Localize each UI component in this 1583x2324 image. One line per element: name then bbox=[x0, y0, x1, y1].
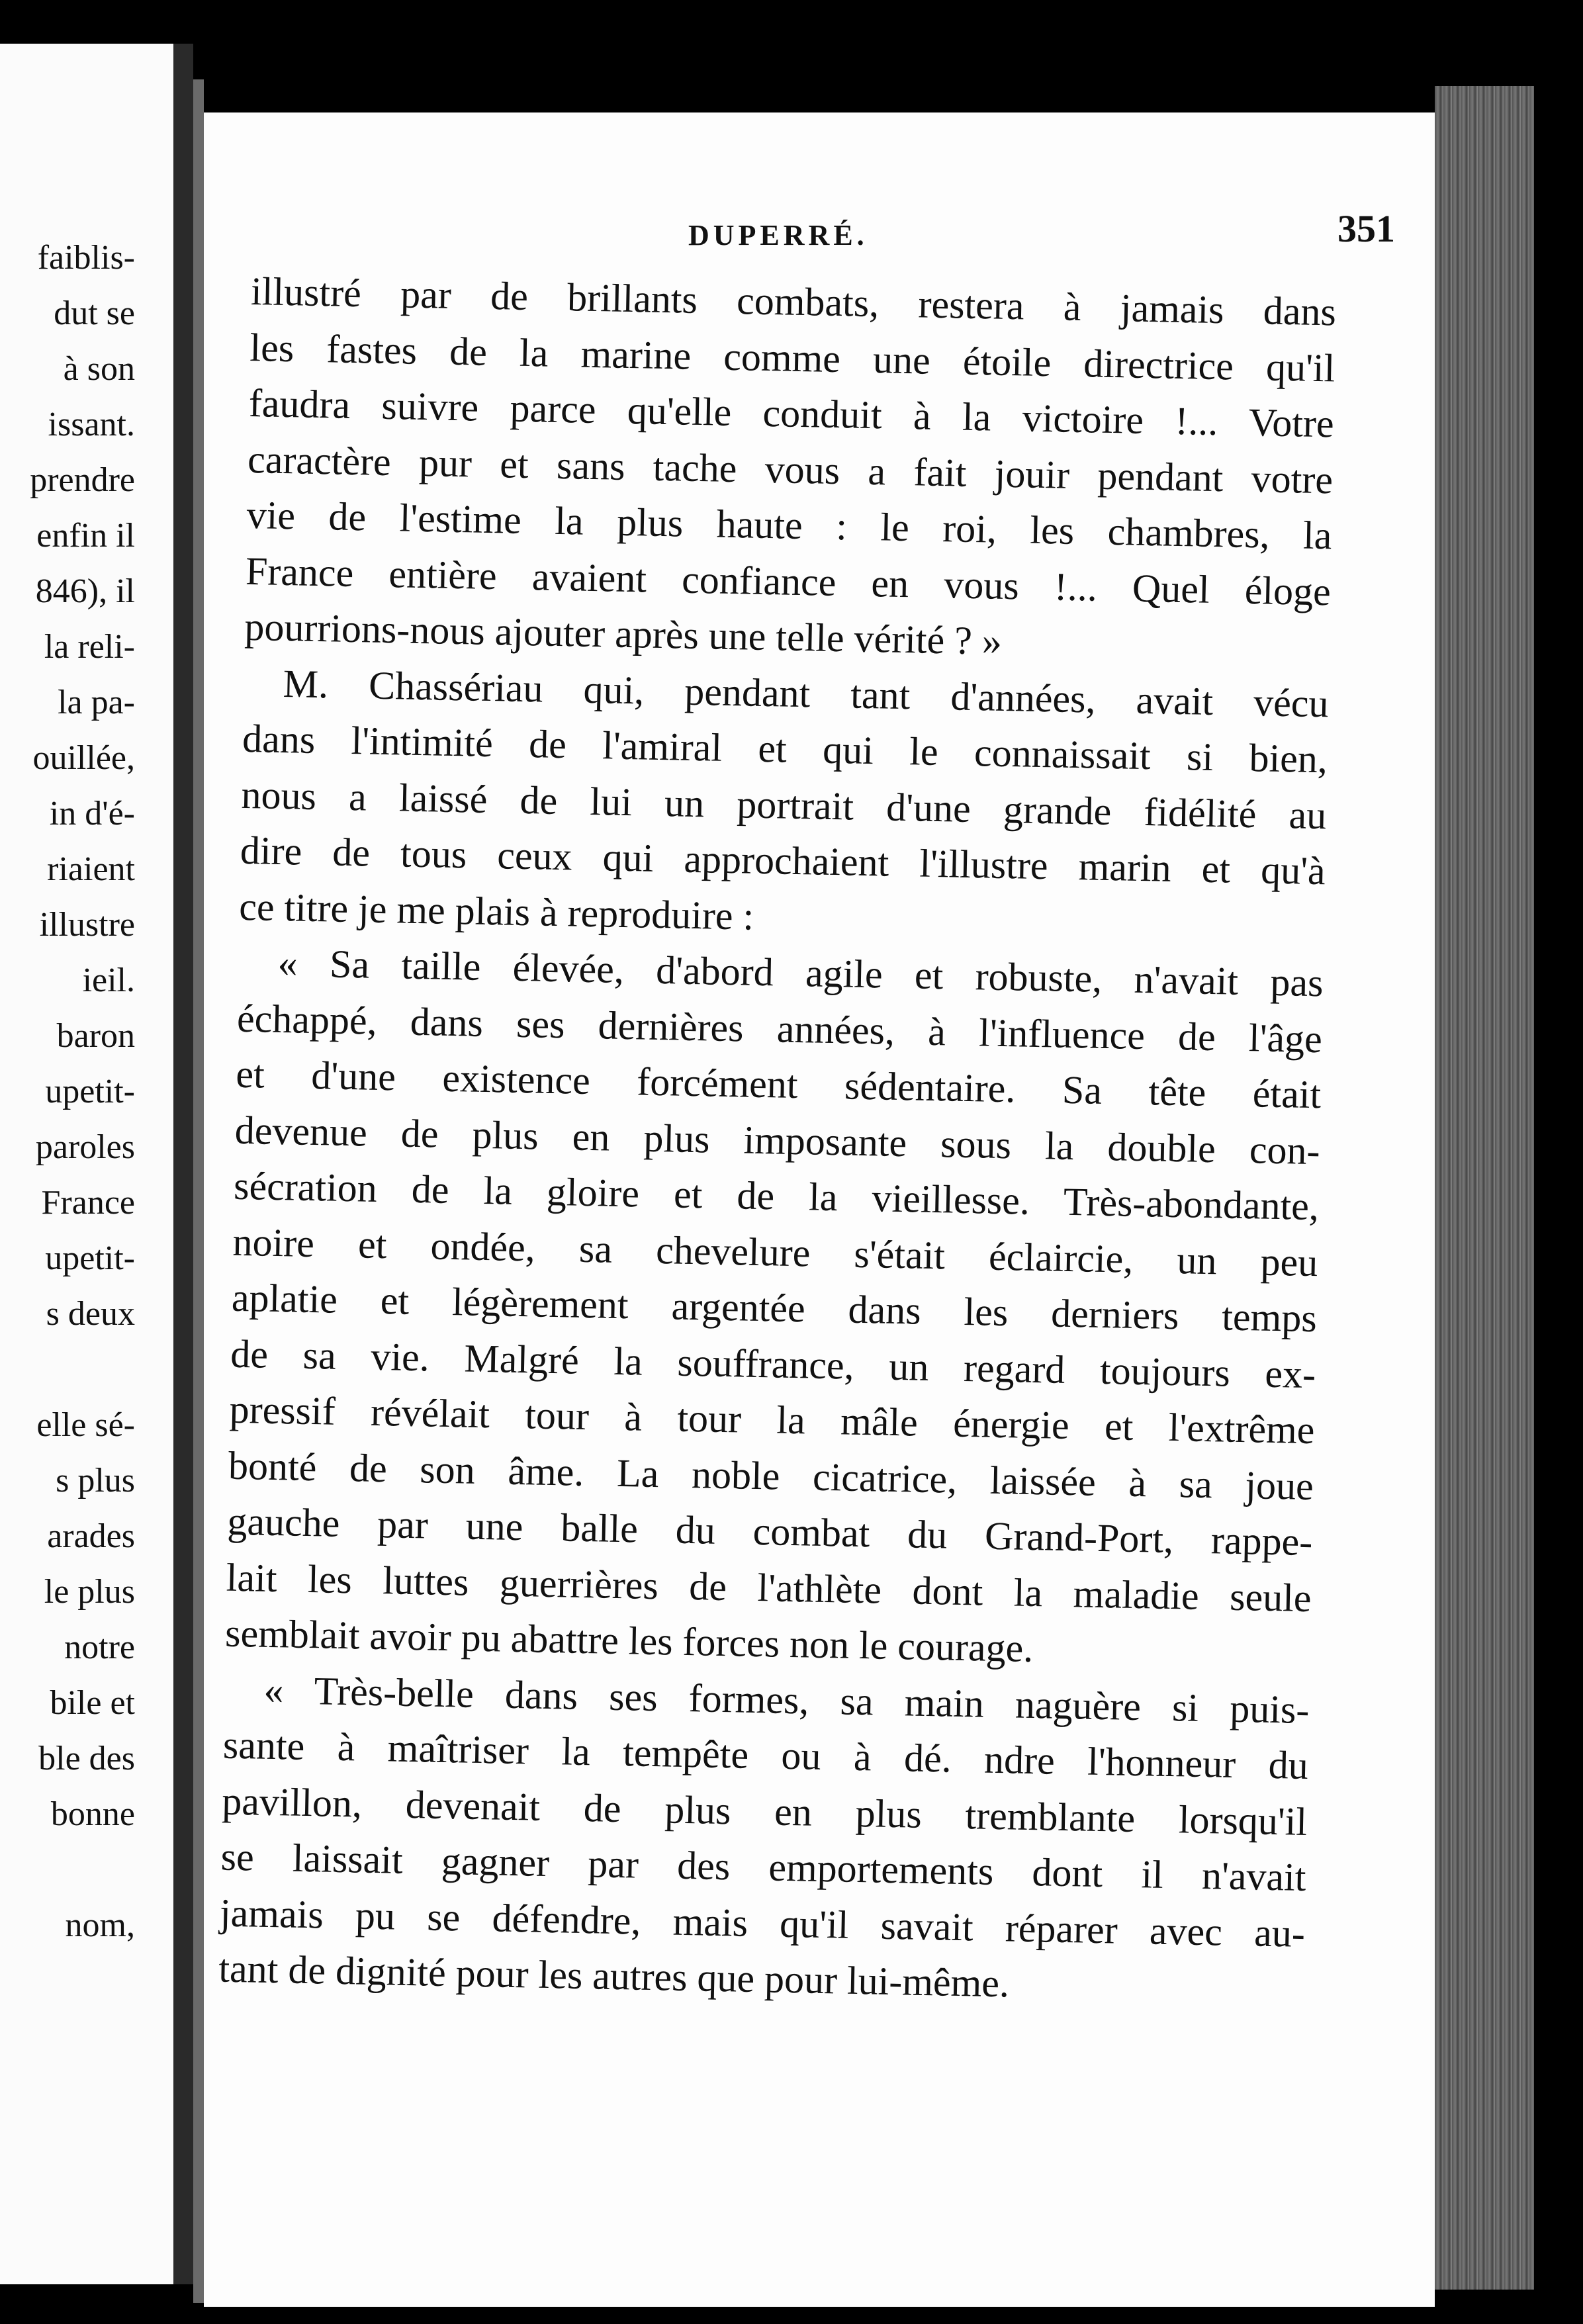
text-line: jamais pu se défendre, mais qu'il savait réparer avec au- bbox=[219, 1891, 1306, 1955]
left-page-line: à son bbox=[63, 350, 135, 388]
text-line: dire de tous ceux qui approchaient l'illustre marin et qu'à bbox=[240, 828, 1326, 893]
text-line: nous a laissé de lui un portrait d'une grande fidélité au bbox=[240, 772, 1327, 837]
text-line: et d'une existence forcément sédentaire. Sa tête était bbox=[235, 1051, 1322, 1117]
running-head: DUPERRÉ. bbox=[688, 219, 868, 251]
text-line: noire et ondée, sa chevelure s'était éclaircie, un peu bbox=[232, 1220, 1318, 1284]
left-page-line: s plus bbox=[56, 1462, 135, 1499]
left-page-line: elle sé- bbox=[36, 1406, 135, 1444]
left-page-line: notre bbox=[64, 1629, 135, 1666]
left-page-line: bile et bbox=[50, 1684, 135, 1722]
left-page-text bbox=[30, 230, 135, 1953]
text-line: pressif révélait tour à tour la mâle énergie et l'extrême bbox=[229, 1387, 1316, 1452]
left-page-line: riaient bbox=[47, 850, 135, 888]
left-page-line: le plus bbox=[44, 1573, 135, 1611]
left-page-line: illustre bbox=[39, 906, 135, 944]
left-page-line: la pa- bbox=[58, 684, 135, 721]
text-line: « Sa taille élevée, d'abord agile et robuste, n'avait pas bbox=[277, 940, 1324, 1005]
text-line: sante à maîtriser la tempête ou à dé. ndre l'honneur du bbox=[222, 1722, 1309, 1788]
left-page-line: paroles bbox=[35, 1128, 135, 1166]
text-line: se laissait gagner par des emportements dont il n'avait bbox=[220, 1834, 1307, 1900]
left-page-line: dut se bbox=[54, 294, 135, 332]
text-line: France entière avaient confiance en vous !... Quel éloge bbox=[245, 549, 1332, 613]
text-line: bonté de son âme. La noble cicatrice, laissée à sa joue bbox=[228, 1443, 1314, 1508]
left-page-line: ble des bbox=[38, 1740, 135, 1777]
left-page-line: s deux bbox=[46, 1295, 135, 1333]
text-line: dans l'intimité de l'amiral et qui le connaissait si bien, bbox=[242, 716, 1328, 782]
left-page-line: ouillée, bbox=[32, 739, 135, 777]
text-line: « Très-belle dans ses formes, sa main naguère si puis- bbox=[263, 1668, 1310, 1732]
text-line: aplatie et légèrement argentée dans les derniers temps bbox=[231, 1275, 1318, 1341]
text-line: lait les luttes guerrières de l'athlète dont la maladie seule bbox=[226, 1555, 1312, 1620]
left-page-line bbox=[30, 1842, 135, 1898]
page-number: 351 bbox=[1337, 207, 1395, 250]
text-line: tant de dignité pour les autres que pour lui-même. bbox=[218, 1946, 1010, 2006]
left-facing-page bbox=[0, 44, 173, 2284]
left-page-line: upetit- bbox=[45, 1239, 135, 1277]
left-page-line: nom, bbox=[65, 1906, 135, 1944]
text-line: illustré par de brillants combats, restera à jamais dans bbox=[250, 269, 1337, 334]
book-gutter bbox=[173, 44, 193, 2284]
left-page-line: faiblis- bbox=[37, 239, 135, 277]
text-line: les fastes de la marine comme une étoile directrice qu'il bbox=[249, 325, 1335, 390]
text-line: de sa vie. Malgré la souffrance, un regard toujours ex- bbox=[230, 1331, 1316, 1396]
left-page-line: prendre bbox=[30, 461, 135, 499]
text-line: vie de l'estime la plus haute : le roi, les chambres, la bbox=[246, 492, 1333, 558]
left-page-line: issant. bbox=[48, 406, 135, 443]
text-line: sécration de la gloire et de la vieillesse. Très-abondante, bbox=[233, 1163, 1320, 1229]
main-page bbox=[204, 112, 1435, 2307]
left-page-line: la reli- bbox=[44, 628, 135, 666]
text-line: faudra suivre parce qu'elle conduit à la victoire !... Votre bbox=[248, 380, 1335, 446]
left-page-line: baron bbox=[56, 1017, 135, 1055]
left-page-line: bonne bbox=[50, 1795, 135, 1833]
page-header bbox=[204, 206, 1395, 266]
left-page-line bbox=[30, 1342, 135, 1398]
body-text bbox=[218, 263, 1337, 2018]
page-edges bbox=[1435, 86, 1534, 2290]
left-page-line: ieil. bbox=[82, 961, 135, 999]
text-line: pavillon, devenait de plus en plus tremblante lorsqu'il bbox=[221, 1779, 1308, 1844]
text-line: semblait avoir pu abattre les forces non le courage. bbox=[224, 1611, 1034, 1671]
text-line: échappé, dans ses dernières années, à l'influence de l'âge bbox=[236, 996, 1323, 1061]
left-page-line: France bbox=[41, 1184, 135, 1222]
book-gutter-shadow bbox=[193, 79, 204, 2303]
text-line: gauche par une balle du combat du Grand-Port, rappe- bbox=[226, 1499, 1313, 1564]
left-page-line: upetit- bbox=[45, 1073, 135, 1110]
left-page-line: 846), il bbox=[35, 572, 135, 610]
text-line: caractère pur et sans tache vous a fait jouir pendant votre bbox=[247, 437, 1334, 502]
text-line: M. Chassériau qui, pendant tant d'années, avait vécu bbox=[283, 661, 1330, 725]
text-line: pourrions-nous ajouter après une telle vérité ? » bbox=[244, 604, 1003, 663]
left-page-line: arades bbox=[47, 1517, 135, 1555]
text-line: ce titre je me plais à reproduire : bbox=[238, 884, 754, 938]
left-page-line: enfin il bbox=[36, 517, 135, 555]
text-line: devenue de plus en plus imposante sous la double con- bbox=[234, 1108, 1321, 1173]
left-page-line: in d'é- bbox=[49, 795, 135, 832]
